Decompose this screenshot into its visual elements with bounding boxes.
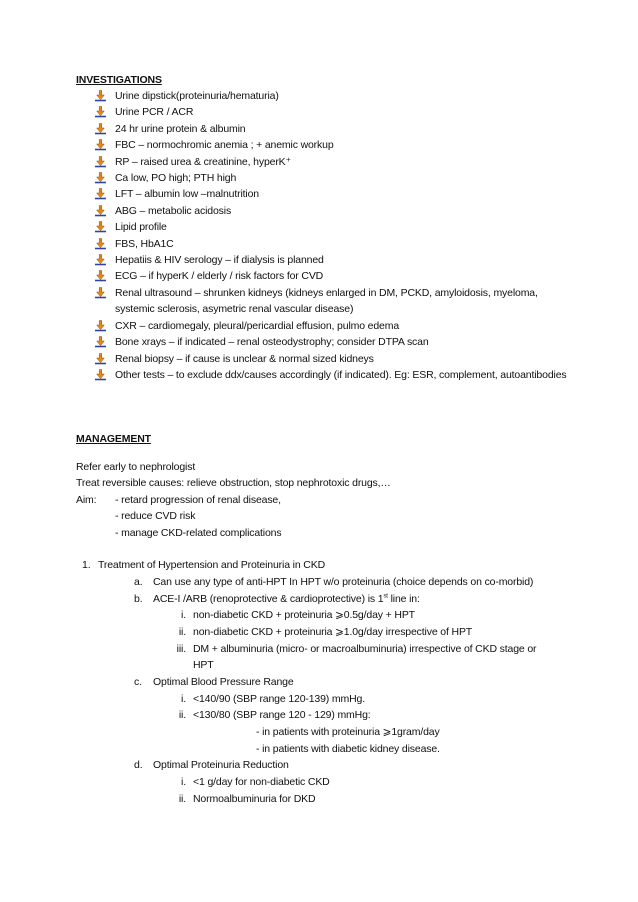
down-arrow-icon (94, 336, 107, 348)
subitem-numeral: i. (181, 776, 186, 788)
investigation-item (94, 285, 574, 318)
investigation-item (94, 154, 574, 170)
item-letter: c. (134, 676, 142, 688)
investigation-item-text: FBS, HbA1C (115, 237, 174, 250)
aim-item: - manage CKD-related complications (115, 527, 282, 539)
investigation-item (94, 186, 574, 202)
down-arrow-icon (94, 90, 107, 102)
investigation-item (94, 203, 574, 219)
subitem-text: DM + albuminuria (micro- or macroalbuminuria) irrespective of CKD stage or (193, 643, 537, 655)
subitem-numeral: iii. (176, 643, 186, 655)
item-text: ACE-I /ARB (renoprotective & cardioprotective) is 1st line in: (153, 593, 420, 605)
down-arrow-icon (94, 106, 107, 118)
subitem-text: non-diabetic CKD + proteinuria ⩾1.0g/day irrespective of HPT (193, 626, 473, 638)
investigation-item (94, 351, 574, 367)
management-heading: MANAGEMENT (76, 433, 151, 445)
down-arrow-icon (94, 320, 107, 332)
investigation-item (94, 104, 574, 120)
investigations-heading: INVESTIGATIONS (76, 74, 162, 86)
item-text: Optimal Proteinuria Reduction (153, 759, 289, 771)
down-arrow-icon (94, 188, 107, 200)
investigation-item-text: Urine dipstick(proteinuria/hematuria) (115, 90, 279, 102)
investigation-item-text: Bone xrays – if indicated – renal osteodystrophy; consider DTPA scan (115, 336, 429, 349)
aim-item: - reduce CVD risk (115, 510, 196, 522)
down-arrow-icon (94, 369, 107, 381)
investigation-item-text: ECG – if hyperK / elderly / risk factors for CVD (115, 270, 324, 283)
investigation-item (94, 318, 574, 334)
down-arrow-icon (94, 221, 107, 233)
investigation-item-text: Urine PCR / ACR (115, 106, 194, 119)
down-arrow-icon (94, 123, 107, 135)
down-arrow-icon (94, 238, 107, 250)
item-letter: b. (134, 593, 143, 605)
management-intro-treat: Treat reversible causes: relieve obstruction, stop nephrotoxic drugs,… (76, 477, 391, 489)
investigation-item-text: Other tests – to exclude ddx/causes accordingly (if indicated). Eg: ESR, complement, autoantibodies (115, 368, 567, 381)
down-arrow-icon (94, 205, 107, 217)
down-arrow-icon (94, 287, 107, 299)
subitem-numeral: ii. (178, 793, 186, 805)
management-intro-refer: Refer early to nephrologist (76, 461, 196, 473)
down-arrow-icon (94, 353, 107, 365)
subitem-numeral: i. (181, 693, 186, 705)
dash-item: - in patients with diabetic kidney disease. (256, 743, 440, 755)
item-text: Can use any type of anti-HPT In HPT w/o proteinuria (choice depends on co-morbid) (153, 576, 534, 588)
section-number: 1. (82, 559, 91, 571)
aim-label: Aim: (76, 494, 97, 506)
investigation-item (94, 137, 574, 153)
investigation-item-text: CXR – cardiomegaly, pleural/pericardial effusion, pulmo edema (115, 319, 400, 332)
investigations-list (94, 88, 574, 383)
investigation-item-text: Renal biopsy – if cause is unclear & normal sized kidneys (115, 352, 374, 365)
investigation-item-text: 24 hr urine protein & albumin (115, 122, 246, 135)
subitem-numeral: i. (181, 609, 186, 621)
item-letter: a. (134, 576, 143, 588)
subitem-text: Normoalbuminuria for DKD (193, 793, 316, 805)
investigation-item-text: Ca low, PO high; PTH high (115, 172, 237, 185)
section-title: Treatment of Hypertension and Proteinuria in CKD (98, 559, 326, 571)
investigation-item (94, 236, 574, 252)
down-arrow-icon (94, 139, 107, 151)
investigation-item (94, 170, 574, 186)
subitem-text: <140/90 (SBP range 120-139) mmHg. (193, 693, 366, 705)
subitem-numeral: ii. (178, 709, 186, 721)
subitem-text: non-diabetic CKD + proteinuria ⩾0.5g/day + HPT (193, 609, 415, 621)
investigation-item-text: ABG – metabolic acidosis (115, 204, 232, 217)
subitem-text: <1 g/day for non-diabetic CKD (193, 776, 330, 788)
investigation-item (94, 219, 574, 235)
down-arrow-icon (94, 172, 107, 184)
investigation-item-text: Lipid profile (115, 221, 167, 234)
investigation-item-text: LFT – albumin low –malnutrition (115, 188, 259, 201)
investigation-item (94, 334, 574, 350)
dash-item: - in patients with proteinuria ⩾1gram/day (256, 726, 440, 738)
item-text: Optimal Blood Pressure Range (153, 676, 294, 688)
down-arrow-icon (94, 254, 107, 266)
investigation-item-text: RP – raised urea & creatinine, hyperK⁺ (115, 155, 291, 168)
investigation-item-text: Renal ultrasound – shrunken kidneys (kidneys enlarged in DM, PCKD, amyloidosis, myeloma, systemic sclerosis, asymetric renal vascular disease) (115, 286, 538, 316)
investigation-item (94, 121, 574, 137)
aim-item: - retard progression of renal disease, (115, 494, 281, 506)
item-letter: d. (134, 759, 143, 771)
investigation-item (94, 367, 574, 383)
subitem-numeral: ii. (178, 626, 186, 638)
investigation-item (94, 268, 574, 284)
investigation-item (94, 88, 574, 104)
subitem-text: <130/80 (SBP range 120 - 129) mmHg: (193, 709, 371, 721)
subitem-text: HPT (193, 659, 214, 671)
investigation-item-text: FBC – normochromic anemia ; + anemic workup (115, 139, 334, 152)
down-arrow-icon (94, 156, 107, 168)
down-arrow-icon (94, 270, 107, 282)
investigation-item (94, 252, 574, 268)
investigation-item-text: Hepatiis & HIV serology – if dialysis is planned (115, 254, 324, 267)
